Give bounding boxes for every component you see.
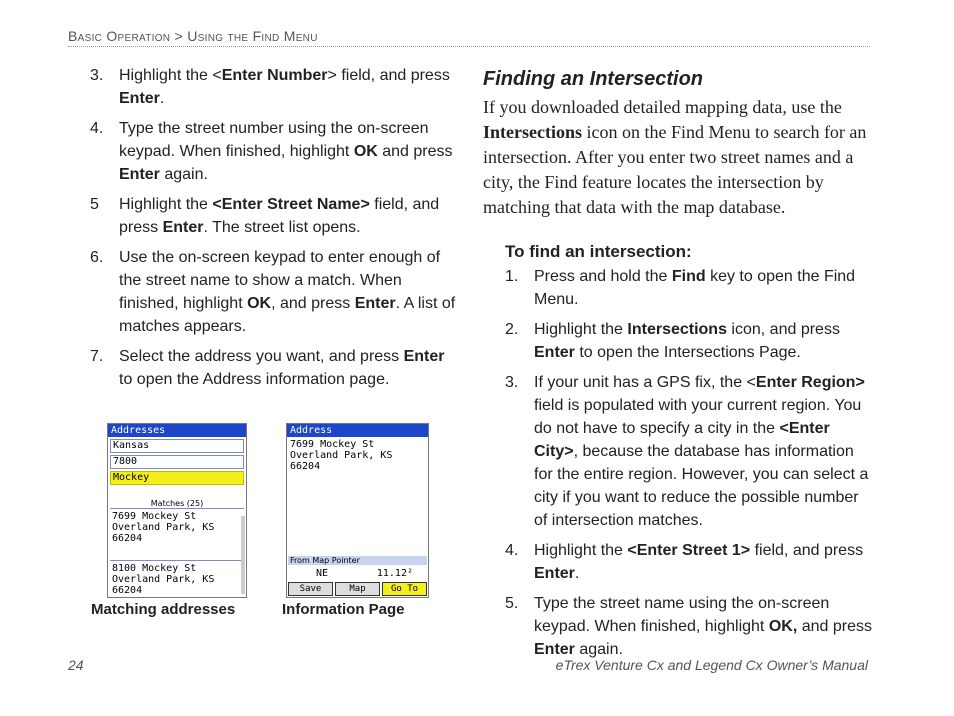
matches-scrollbar[interactable] [241,516,245,594]
text-run: If you downloaded detailed mapping data, use the [483,97,842,117]
bold-term: Enter Region> [755,374,865,391]
step-text [534,321,840,361]
direction-value: NE [316,568,329,579]
text-run: . A list of matches appears. [119,295,456,335]
match-city-line: Overland Park, KS 66204 [112,522,215,544]
bold-term: <Enter Street Name> [212,196,370,213]
step-text [119,120,453,183]
bold-term: Enter [403,348,445,365]
match-address-line: 7699 Mockey St [112,511,197,522]
bold-term: <Enter City> [534,420,830,460]
text-run: again. [159,166,208,183]
match-item[interactable] [110,560,244,598]
step-number: 4. [90,120,104,137]
step-text [119,249,455,335]
bold-term: OK [247,295,272,312]
bold-term: Enter [534,565,575,582]
text-run: again. [574,641,623,658]
header-subsection: Using the Find Menu [187,28,318,44]
text-run: Highlight the [534,321,628,338]
text-run: field, and press [750,542,864,559]
step-number: 3. [90,67,104,84]
step-item [90,345,460,391]
step-item [90,64,460,110]
street-field[interactable]: Mockey [110,471,244,485]
right-steps-list [505,265,873,661]
from-map-pointer-label: From Map Pointer [288,556,427,565]
screen2-caption: Information Page [282,601,405,618]
step-number: 3. [505,374,519,391]
number-field[interactable]: 7800 [110,455,244,469]
step-item [90,117,460,186]
distance-value: 11.12² [376,568,413,579]
addresses-screen-title: Addresses [108,424,246,437]
bold-term: OK [353,143,378,160]
text-run: > field, and press [327,67,450,84]
section-title: Finding an Intersection [483,68,704,90]
step-text [534,595,872,658]
text-run: Type the street number using the on-screen keypad. When finished, highlight [119,120,429,160]
manual-title: eTrex Venture Cx and Legend Cx Owner’s Manual [555,657,868,673]
intro-paragraph [483,95,873,220]
text-run: Highlight the [119,196,213,213]
button-row [288,582,427,596]
step-number: 5. [505,595,519,612]
step-item [505,371,873,532]
text-run: . The street list opens. [203,219,361,236]
step-text [119,196,439,236]
text-run: field, and press [119,196,440,236]
bold-term: Find [671,268,706,285]
page-number: 24 [68,657,84,673]
left-steps-list [90,64,460,391]
procedure-heading: To find an intersection: [505,242,692,261]
step-text [119,67,450,107]
left-column [90,64,460,398]
step-text [534,542,863,582]
step-item [505,592,873,661]
text-run: . [159,90,165,107]
text-run: Press and hold the [534,268,672,285]
screen1-caption: Matching addresses [91,601,236,618]
step-text [119,348,445,388]
step-number: 2. [505,321,519,338]
text-run: , because the database has information for the entire region. However, you can select a city if you want to reduce the possible number of intersection matches. [534,443,869,529]
step-item [505,539,873,585]
bold-term: <Enter Street 1> [627,542,751,559]
match-item[interactable] [110,508,244,546]
address-screen-title: Address [287,424,428,437]
bold-term: Enter [162,219,204,236]
addresses-screen [107,423,247,598]
step-number: 7. [90,348,104,365]
bold-term: Intersections [627,321,727,338]
save-button[interactable]: Save [288,582,333,596]
text-run: Highlight the < [119,67,222,84]
step-text [534,268,855,308]
text-run: Highlight the [534,542,628,559]
matches-count-label: Matches (25) [150,499,204,508]
match-city-line: Overland Park, KS 66204 [112,574,215,596]
bold-term: Enter Number [221,67,328,84]
bold-term: Enter [534,641,575,658]
step-number: 1. [505,268,519,285]
bearing-row [288,568,427,579]
running-header [68,28,870,47]
step-item [505,265,873,311]
match-address-line: 8100 Mockey St [112,563,197,574]
step-item [90,193,460,239]
address-info-screen [286,423,429,598]
bold-term: OK, [768,618,798,635]
text-run: . [574,565,580,582]
right-column [483,68,873,668]
bold-term: Enter [119,166,160,183]
header-separator: > [174,28,184,44]
region-field[interactable]: Kansas [110,439,244,453]
bold-term: Intersections [483,122,582,142]
text-run: to open the Address information page. [119,371,390,388]
text-run: icon, and press [726,321,840,338]
address-block [287,437,428,474]
text-run: Type the street name using the on-screen keypad. When finished, highlight [534,595,830,635]
text-run: key to open the Find Menu. [534,268,856,308]
address-line: 7699 Mockey St [290,439,375,450]
step-item [90,246,460,338]
step-number: 5 [90,196,99,213]
step-text [534,374,868,529]
bold-term: Enter [119,90,160,107]
bold-term: Enter [534,344,575,361]
city-line: Overland Park, KS 66204 [290,450,393,472]
text-run: If your unit has a GPS fix, the < [534,374,756,391]
text-run: and press [377,143,453,160]
text-run: Use the on-screen keypad to enter enough of the street name to show a match. When finished, highlight [119,249,441,312]
step-item [505,318,873,364]
go-to-button[interactable]: Go To [382,582,427,596]
map-button[interactable]: Map [335,582,380,596]
text-run: Select the address you want, and press [119,348,404,365]
text-run: icon on the Find Menu to search for an intersection. After you enter two street names and a city, the Find feature locates the intersection by matching that data with the map database. [483,122,867,217]
bold-term: Enter [354,295,396,312]
text-run: and press [797,618,872,635]
text-run: to open the Intersections Page. [574,344,801,361]
text-run: field is populated with your current region. You do not have to specify a city in the [534,397,862,437]
text-run: , and press [271,295,355,312]
header-section: Basic Operation [68,28,171,44]
step-number: 4. [505,542,519,559]
step-number: 6. [90,249,104,266]
